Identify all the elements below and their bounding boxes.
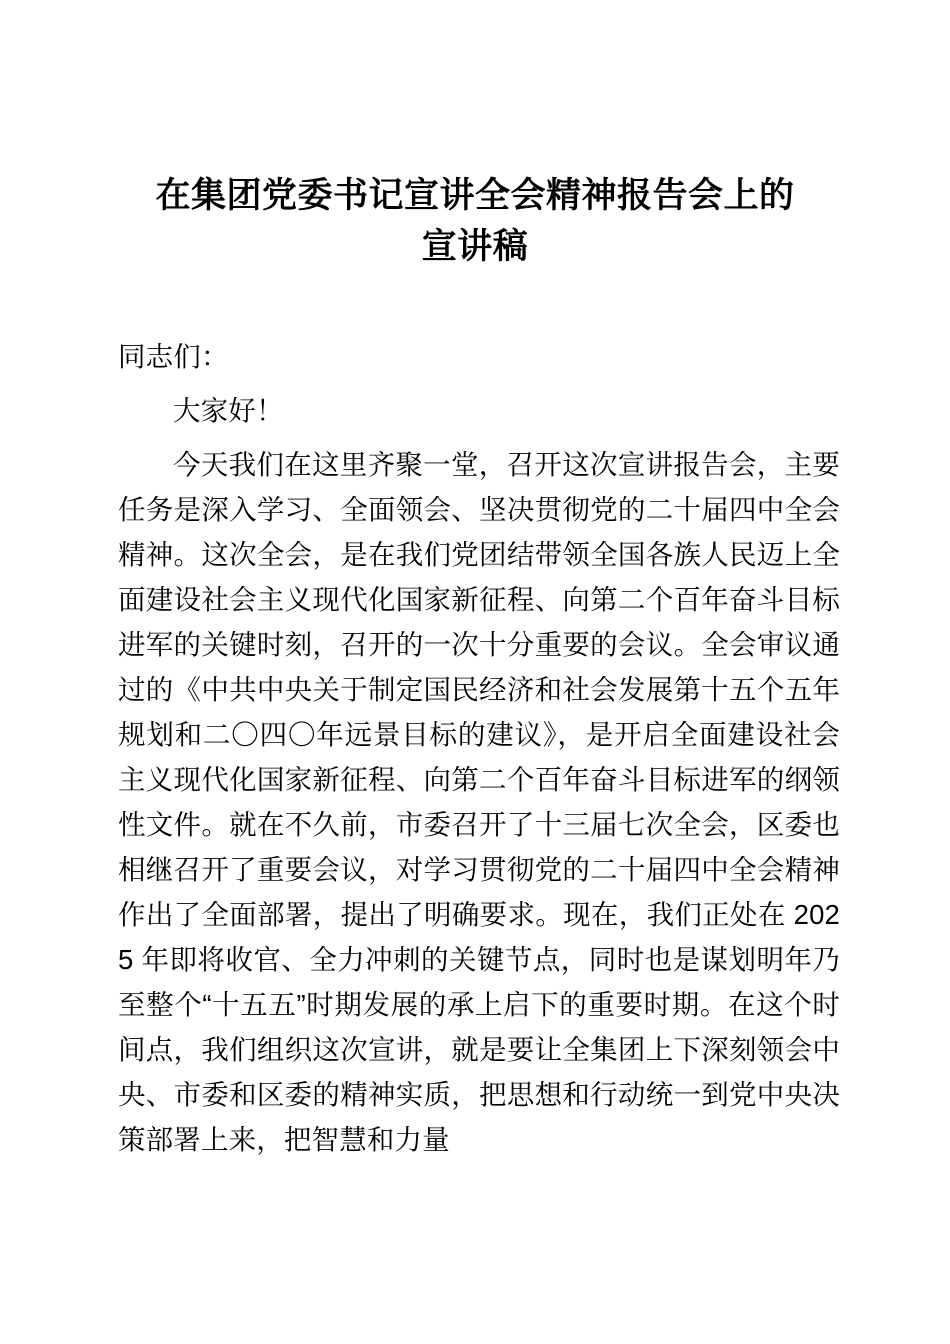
- paragraph-spacer: [118, 379, 840, 388]
- paragraph-salutation: 同志们：: [118, 341, 229, 372]
- page-title: 在集团党委书记宣讲全会精神报告会上的宣讲稿: [155, 176, 795, 266]
- document-body: [118, 334, 840, 1162]
- paragraph-greeting: 大家好！: [173, 395, 284, 426]
- paragraph-spacer: [118, 433, 840, 442]
- paragraph-opening: 今天我们在这里齐聚一堂，召开这次宣讲报告会，主要任务是深入学习、全面领会、坚决贯彻党的二十届四中全会精神。这次全会，是在我们党团结带领全国各族人民迈上全面建设社会主义现代化国家新征程、向第二个百年奋斗目标进军的关键时刻，召开的一次十分重要的会议。全会审议通过的《中共中央关于制定国民经济和社会发展第十五个五年规划和二〇四〇年远景目标的建议》，是开启全面建设社会主义现代化国家新征程、向第二个百年奋斗目标进军的纲领性文件。就在不久前，市委召开了十三届七次全会，区委也相继召开了重要会议，对学习贯彻党的二十届四中全会精神作出了全面部署，提出了明确要求。现在，我们正处在 2025 年即将收官、全力冲刺的关键节点，同时也是谋划明年乃至整个“十五五”时期发展的承上启下的重要时期。在这个时间点，我们组织这次宣讲，就是要让全集团上下深刻领会中央、市委和区委的精神实质，把思想和行动统一到党中央决策部署上来，把智慧和力量: [118, 449, 840, 1155]
